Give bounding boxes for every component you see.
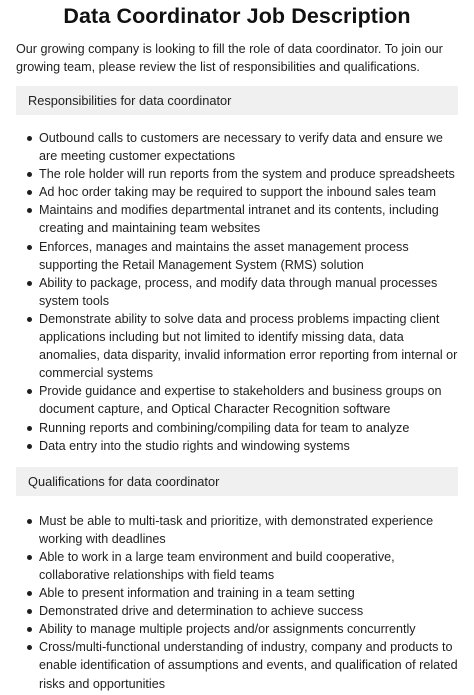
qualifications-list: [16, 512, 458, 693]
bullet-icon: [27, 389, 32, 394]
bullet-icon: [27, 645, 32, 650]
responsibilities-list: [16, 129, 458, 455]
list-item-text: Demonstrated drive and determination to achieve success: [39, 604, 364, 619]
list-item-text: Maintains and modifies departmental intranet and its contents, including creating and maintaining team websites: [39, 203, 439, 236]
list-item-text: Able to present information and training in a team setting: [39, 586, 355, 601]
list-item: [39, 183, 458, 201]
list-item-text: Ability to manage multiple projects and/or assignments concurrently: [39, 622, 416, 637]
list-item: [39, 602, 458, 620]
list-item: [39, 129, 458, 165]
bullet-icon: [27, 444, 32, 449]
list-item-text: Cross/multi-functional understanding of industry, company and products to enable identification of assumptions and events, and qualification of related risks and opportunities: [39, 640, 458, 691]
list-item: [39, 274, 458, 310]
list-item: [39, 310, 458, 382]
list-item: [39, 165, 458, 183]
list-item: [39, 512, 458, 548]
bullet-icon: [27, 555, 32, 560]
list-item: [39, 638, 458, 692]
list-item: [39, 419, 458, 437]
list-item-text: Outbound calls to customers are necessary to verify data and ensure we are meeting customer expectations: [39, 131, 443, 164]
bullet-icon: [27, 208, 32, 213]
bullet-icon: [27, 245, 32, 250]
list-item-text: Running reports and combining/compiling data for team to analyze: [39, 420, 410, 435]
bullet-icon: [27, 190, 32, 195]
bullet-icon: [27, 426, 32, 431]
list-item-text: Data entry into the studio rights and windowing systems: [39, 438, 350, 453]
list-item: [39, 548, 458, 584]
bullet-icon: [27, 317, 32, 322]
bullet-icon: [27, 627, 32, 632]
bullet-icon: [27, 609, 32, 614]
list-item: [39, 584, 458, 602]
list-item-text: Ad hoc order taking may be required to support the inbound sales team: [39, 185, 436, 200]
list-item: [39, 238, 458, 274]
responsibilities-heading: Responsibilities for data coordinator: [16, 86, 458, 115]
page-title: Data Coordinator Job Description: [63, 4, 411, 28]
list-item-text: Enforces, manages and maintains the asset management process supporting the Retail Management System (RMS) solution: [39, 239, 409, 272]
list-item-text: Ability to package, process, and modify data through manual processes system tools: [39, 275, 438, 308]
bullet-icon: [27, 591, 32, 596]
list-item: [39, 201, 458, 237]
list-item: [39, 620, 458, 638]
list-item: [39, 382, 458, 418]
intro-paragraph: Our growing company is looking to fill the role of data coordinator. To join our growing team, please review the list of responsibilities and qualifications.: [16, 42, 443, 74]
bullet-icon: [27, 519, 32, 524]
list-item-text: The role holder will run reports from the system and produce spreadsheets: [39, 167, 455, 182]
list-item: [39, 437, 458, 455]
bullet-icon: [27, 281, 32, 286]
list-item-text: Able to work in a large team environment and build cooperative, collaborative relationships with field teams: [39, 549, 395, 582]
list-item-text: Provide guidance and expertise to stakeholders and business groups on document capture, and Optical Character Recognition software: [39, 384, 442, 417]
bullet-icon: [27, 172, 32, 177]
list-item-text: Demonstrate ability to solve data and process problems impacting client applications including but not limited to identify missing data, data anomalies, data disparity, invalid information error reporting from internal or commercial systems: [39, 311, 458, 381]
list-item-text: Must be able to multi-task and prioritize, with demonstrated experience working with deadlines: [39, 513, 434, 546]
bullet-icon: [27, 136, 32, 141]
qualifications-heading: Qualifications for data coordinator: [16, 467, 458, 496]
